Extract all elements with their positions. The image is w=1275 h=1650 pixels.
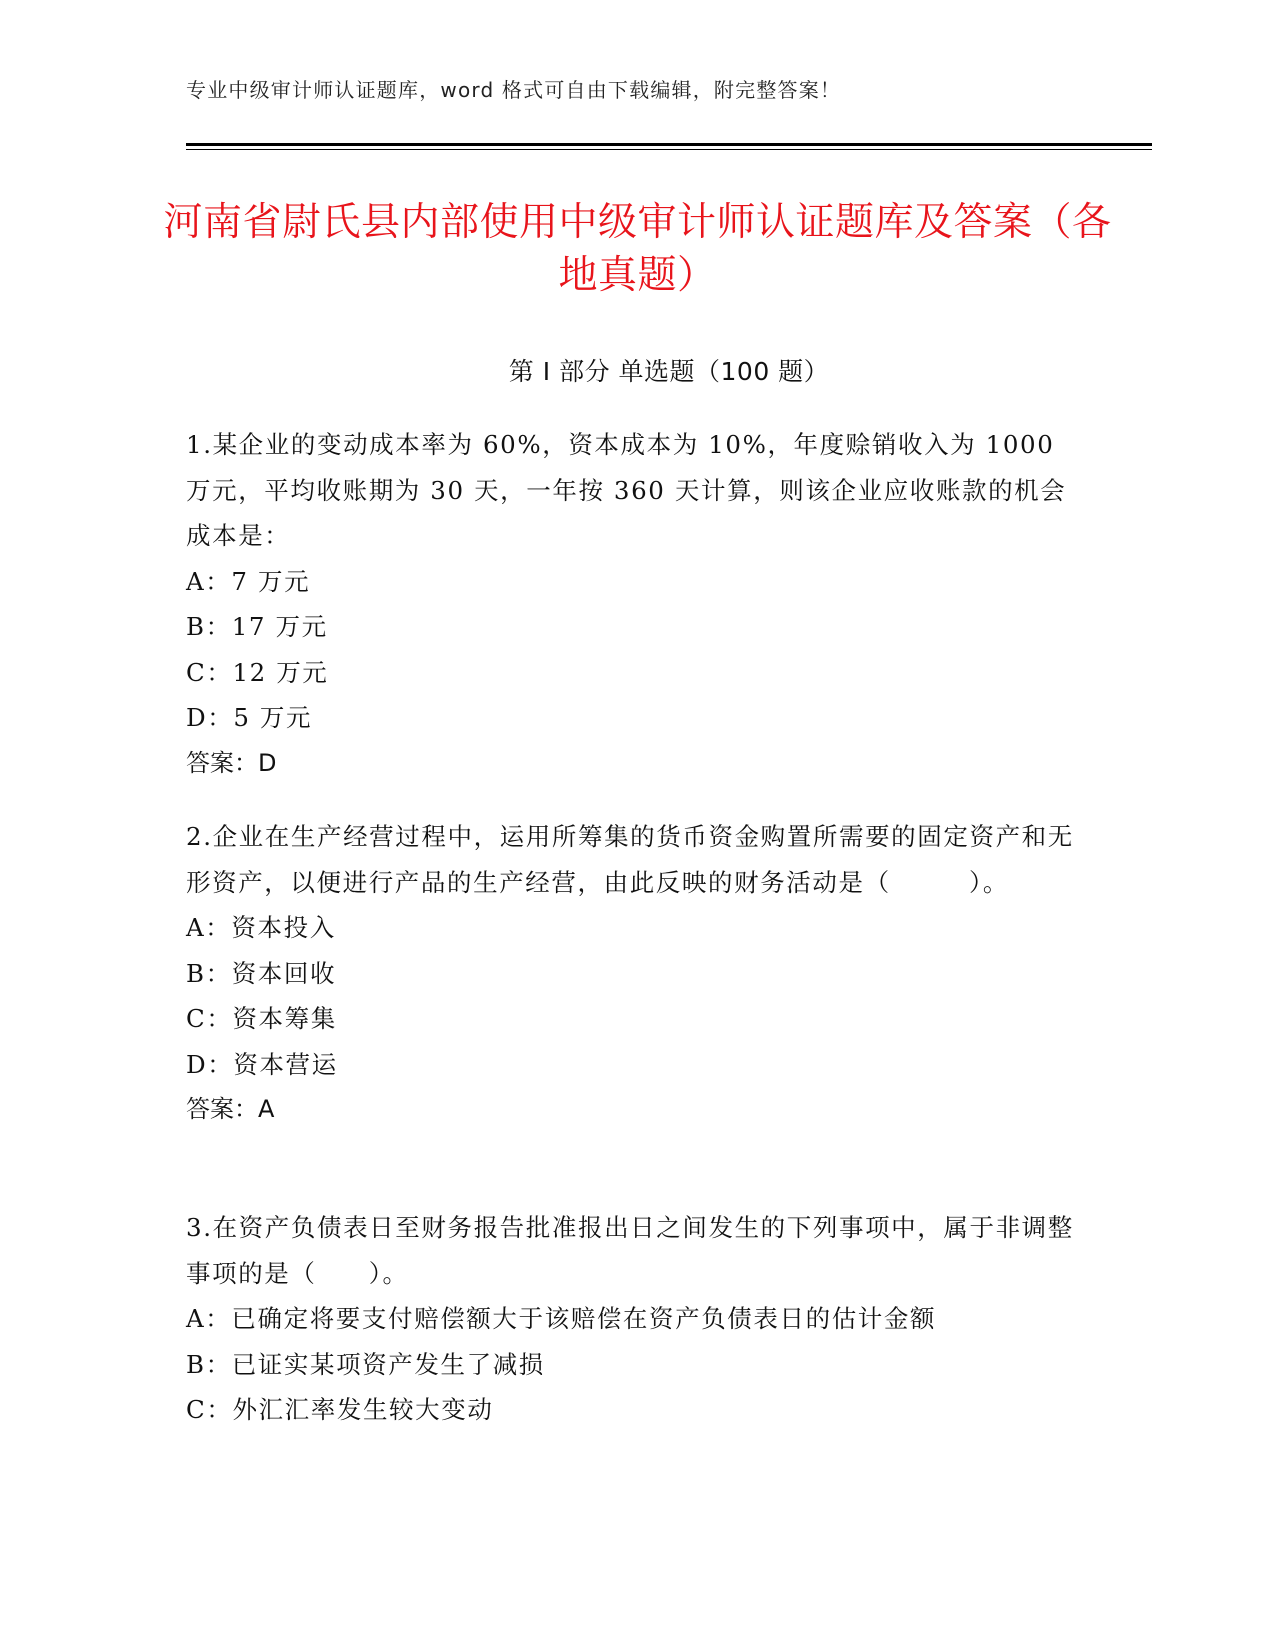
option-a: A：资本投入 [186, 913, 336, 942]
option-list [186, 1296, 1086, 1433]
option-list [186, 559, 1086, 741]
header-note: 专业中级审计师认证题库，word 格式可自由下载编辑，附完整答案！ [186, 78, 842, 102]
option-list [186, 905, 1086, 1087]
option-b: B：已证实某项资产发生了减损 [186, 1349, 545, 1379]
document-title: 河南省尉氏县内部使用中级审计师认证题库及答案（各地真题） [163, 200, 1112, 298]
question-stem: 2.企业在生产经营过程中，运用所筹集的货币资金购置所需要的固定资产和无形资产，以便进行产品的生产经营，由此反映的财务活动是（ ）。 [186, 822, 1074, 897]
question-stem: 3.在资产负债表日至财务报告批准报出日之间发生的下列事项中，属于非调整事项的是（ ）。 [186, 1213, 1074, 1288]
option-d: D：5 万元 [186, 703, 313, 732]
question-2 [186, 814, 1086, 1132]
option-a: A：已确定将要支付赔偿额大于该赔偿在资产负债表日的估计金额 [186, 1304, 937, 1333]
question-stem: 1.某企业的变动成本率为 60%，资本成本为 10%，年度赊销收入为 1000 万元，平均收账期为 30 天，一年按 360 天计算，则该企业应收账款的机会成本是： [186, 430, 1067, 550]
option-c: C：12 万元 [186, 657, 329, 687]
answer-label: 答案：A [186, 1095, 275, 1123]
option-c: C：资本筹集 [186, 1004, 337, 1033]
header-rule-thick [186, 143, 1152, 146]
option-b: B：资本回收 [186, 958, 337, 988]
option-a: A：7 万元 [186, 566, 311, 596]
section-title: 第 I 部分 单选题（100 题） [508, 357, 830, 386]
option-d: D：资本营运 [186, 1049, 338, 1079]
question-1 [186, 422, 1086, 786]
option-c: C：外汇汇率发生较大变动 [186, 1395, 494, 1424]
question-3 [186, 1205, 1086, 1433]
answer-label: 答案：D [186, 748, 277, 777]
header-rule-thin [186, 149, 1152, 150]
option-b: B：17 万元 [186, 612, 328, 641]
